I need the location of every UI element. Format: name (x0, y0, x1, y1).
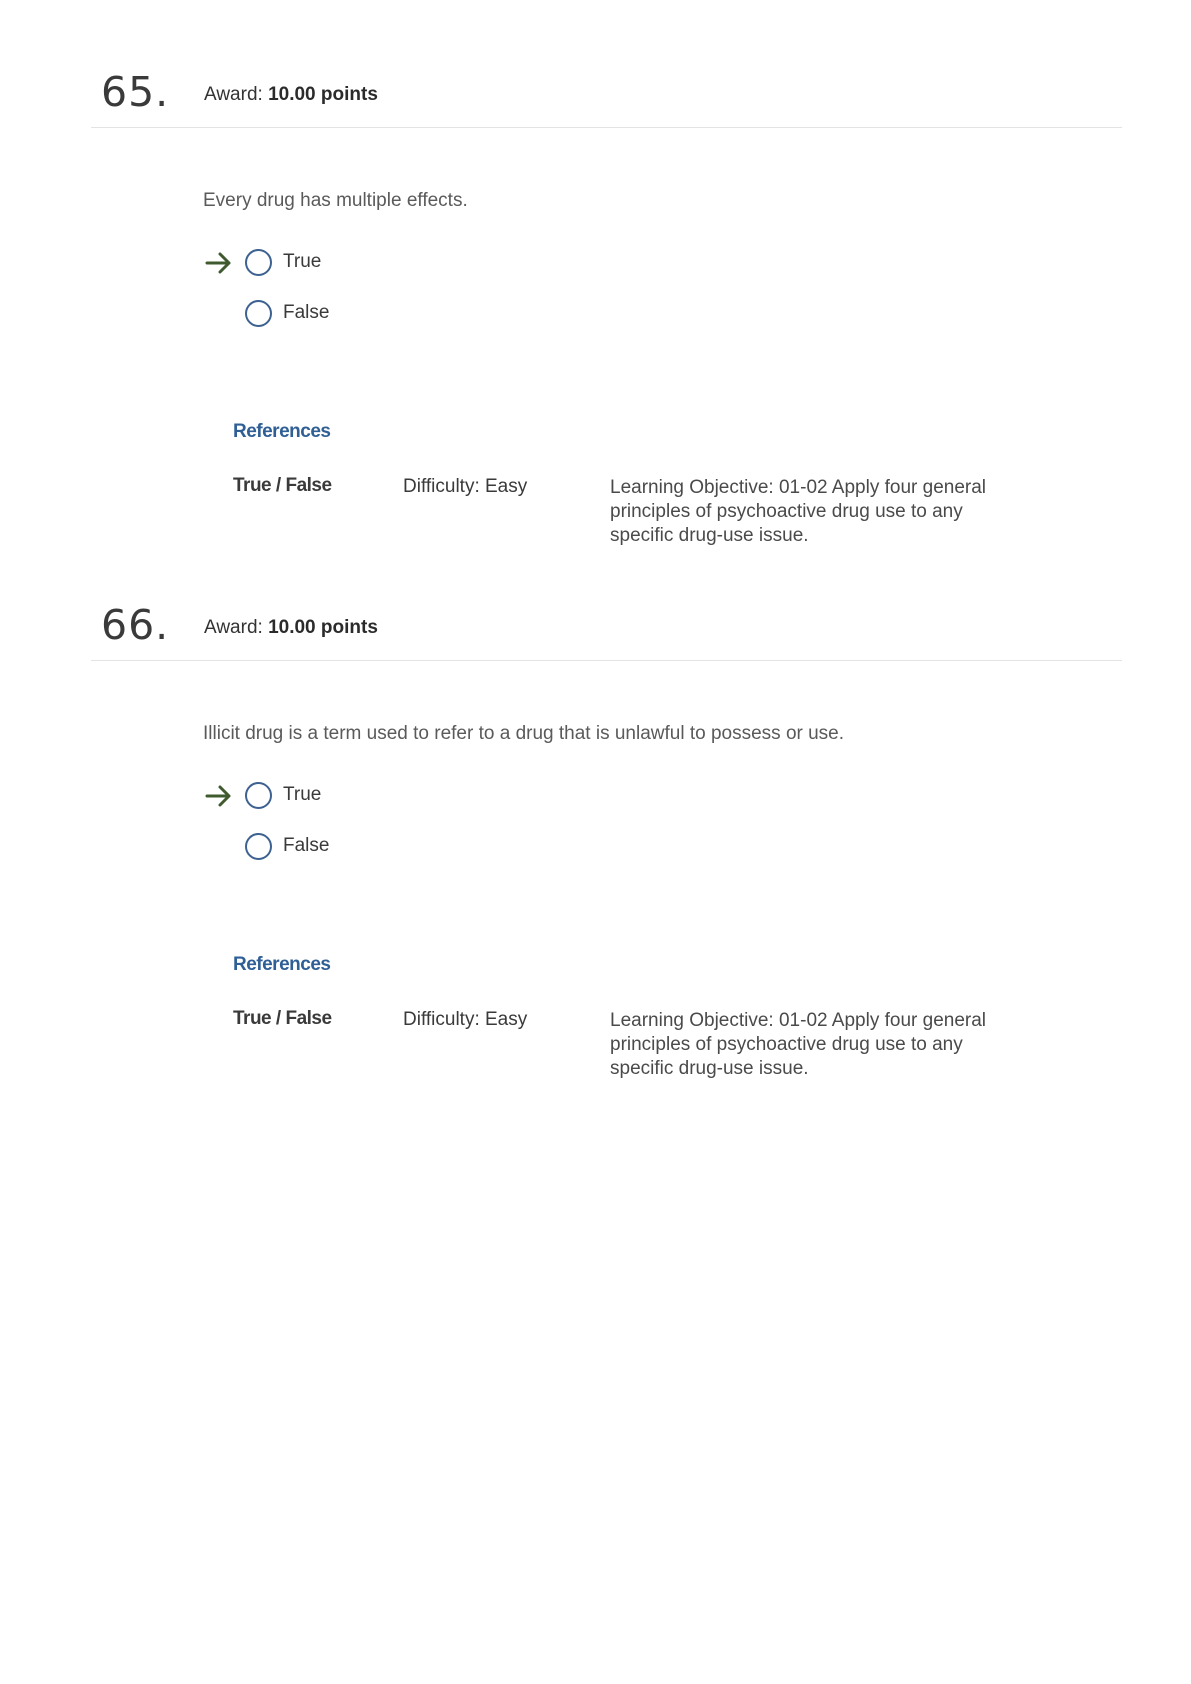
arrow-right-icon (205, 784, 233, 808)
references-title: References (233, 954, 331, 975)
award-label: Award: (204, 617, 263, 638)
question-65 (0, 0, 1191, 546)
award-label: Award: (204, 84, 263, 105)
references-title: References (233, 421, 331, 442)
radio-circle-icon[interactable] (245, 782, 272, 809)
radio-circle-icon[interactable] (245, 249, 272, 276)
divider (91, 660, 1122, 661)
question-type: True / False (233, 1008, 332, 1029)
difficulty: Difficulty: Easy (403, 476, 528, 497)
radio-circle-icon[interactable] (245, 833, 272, 860)
award-points: 10.00 points (268, 84, 378, 105)
option-label: True (283, 251, 322, 272)
arrow-right-icon (205, 251, 233, 275)
award (204, 84, 378, 106)
difficulty: Difficulty: Easy (403, 1009, 528, 1030)
learning-objective: Learning Objective: 01-02 Apply four general principles of psychoactive drug use to any specific drug-use issue. (610, 1010, 987, 1079)
learning-objective: Learning Objective: 01-02 Apply four general principles of psychoactive drug use to any specific drug-use issue. (610, 477, 987, 546)
option-true[interactable] (205, 246, 605, 282)
option-label: True (283, 784, 322, 805)
option-label: False (283, 302, 330, 323)
option-true[interactable] (205, 779, 605, 815)
question-number: 65. (101, 68, 170, 116)
question-type: True / False (233, 475, 332, 496)
option-label: False (283, 835, 330, 856)
option-false[interactable] (205, 830, 605, 866)
option-false[interactable] (205, 297, 605, 333)
divider (91, 127, 1122, 128)
award-points: 10.00 points (268, 617, 378, 638)
radio-circle-icon[interactable] (245, 300, 272, 327)
question-number: 66. (101, 601, 170, 649)
award (204, 617, 378, 639)
question-text: Every drug has multiple effects. (203, 190, 468, 211)
question-text: Illicit drug is a term used to refer to a drug that is unlawful to possess or use. (203, 723, 845, 744)
question-66 (0, 533, 1191, 1079)
